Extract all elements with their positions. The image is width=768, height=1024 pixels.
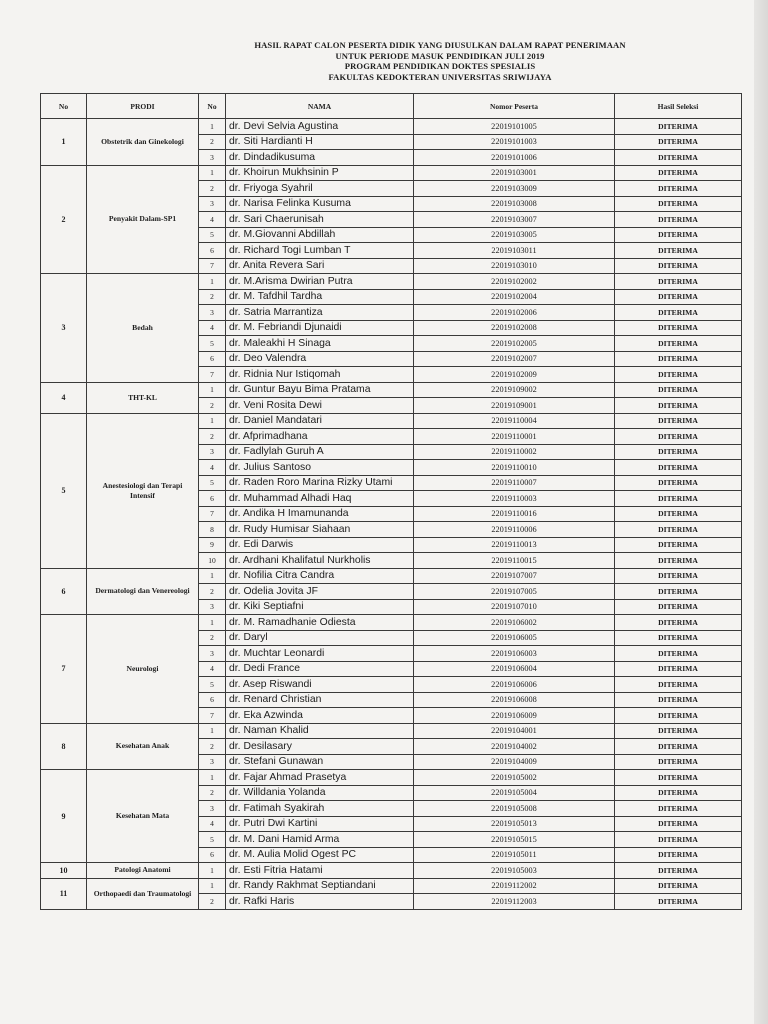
- selection-result: DITERIMA: [615, 537, 742, 553]
- row-number: 3: [199, 305, 226, 321]
- row-number: 4: [199, 661, 226, 677]
- program-name: Dermatologi dan Venereologi: [87, 568, 199, 615]
- participant-name: dr. Khoirun Mukhsinin P: [226, 165, 414, 181]
- selection-result: DITERIMA: [615, 258, 742, 274]
- participant-number: 22019104002: [414, 739, 615, 755]
- row-number: 2: [199, 894, 226, 910]
- row-number: 1: [199, 723, 226, 739]
- selection-result: DITERIMA: [615, 615, 742, 631]
- row-number: 1: [199, 568, 226, 584]
- row-number: 4: [199, 212, 226, 228]
- selection-result: DITERIMA: [615, 646, 742, 662]
- selection-result: DITERIMA: [615, 165, 742, 181]
- participant-number: 22019102009: [414, 367, 615, 383]
- column-header-hasil-seleksi: Hasil Seleksi: [615, 94, 742, 119]
- program-name: Orthopaedi dan Traumatologi: [87, 878, 199, 909]
- participant-number: 22019106009: [414, 708, 615, 724]
- document-header: [190, 40, 690, 82]
- row-number: 4: [199, 460, 226, 476]
- participant-number: 22019105011: [414, 847, 615, 863]
- row-number: 6: [199, 351, 226, 367]
- row-number: 3: [199, 801, 226, 817]
- row-number: 1: [199, 165, 226, 181]
- page-edge-shadow: [754, 0, 768, 1024]
- row-number: 4: [199, 320, 226, 336]
- table-row: [41, 382, 742, 398]
- selection-result: DITERIMA: [615, 491, 742, 507]
- table-row: [41, 165, 742, 181]
- participant-name: dr. Raden Roro Marina Rizky Utami: [226, 475, 414, 491]
- program-number: 10: [41, 863, 87, 879]
- participant-number: 22019107010: [414, 599, 615, 615]
- participant-name: dr. Devi Selvia Agustina: [226, 119, 414, 135]
- row-number: 1: [199, 413, 226, 429]
- selection-result: DITERIMA: [615, 661, 742, 677]
- participant-name: dr. Fajar Ahmad Prasetya: [226, 770, 414, 786]
- row-number: 6: [199, 692, 226, 708]
- participant-number: 22019105003: [414, 863, 615, 879]
- participant-name: dr. Friyoga Syahril: [226, 181, 414, 197]
- participant-name: dr. Fadlylah Guruh A: [226, 444, 414, 460]
- program-name: THT-KL: [87, 382, 199, 413]
- selection-result: DITERIMA: [615, 770, 742, 786]
- participant-name: dr. Edi Darwis: [226, 537, 414, 553]
- row-number: 8: [199, 522, 226, 538]
- participant-name: dr. M.Giovanni Abdillah: [226, 227, 414, 243]
- row-number: 2: [199, 739, 226, 755]
- row-number: 5: [199, 475, 226, 491]
- participant-name: dr. Guntur Bayu Bima Pratama: [226, 382, 414, 398]
- participant-number: 22019103005: [414, 227, 615, 243]
- program-number: 5: [41, 413, 87, 568]
- participant-name: dr. Willdania Yolanda: [226, 785, 414, 801]
- selection-result: DITERIMA: [615, 289, 742, 305]
- table-row: [41, 274, 742, 290]
- participant-name: dr. Randy Rakhmat Septiandani: [226, 878, 414, 894]
- participant-number: 22019103010: [414, 258, 615, 274]
- selection-result: DITERIMA: [615, 382, 742, 398]
- participant-name: dr. M.Arisma Dwirian Putra: [226, 274, 414, 290]
- participant-number: 22019105015: [414, 832, 615, 848]
- participant-number: 22019103007: [414, 212, 615, 228]
- participant-number: 22019105002: [414, 770, 615, 786]
- participant-name: dr. Satria Marrantiza: [226, 305, 414, 321]
- participant-number: 22019110004: [414, 413, 615, 429]
- participant-number: 22019110001: [414, 429, 615, 445]
- participant-name: dr. Muchtar Leonardi: [226, 646, 414, 662]
- row-number: 2: [199, 134, 226, 150]
- participant-name: dr. Afprimadhana: [226, 429, 414, 445]
- participant-number: 22019104001: [414, 723, 615, 739]
- selection-result: DITERIMA: [615, 863, 742, 879]
- selection-result: DITERIMA: [615, 134, 742, 150]
- participant-number: 22019107005: [414, 584, 615, 600]
- participant-name: dr. Narisa Felinka Kusuma: [226, 196, 414, 212]
- table-row: [41, 568, 742, 584]
- program-number: 11: [41, 878, 87, 909]
- participant-number: 22019106003: [414, 646, 615, 662]
- selection-result: DITERIMA: [615, 320, 742, 336]
- participant-name: dr. Eka Azwinda: [226, 708, 414, 724]
- participant-name: dr. Dindadikusuma: [226, 150, 414, 166]
- selection-result: DITERIMA: [615, 196, 742, 212]
- participant-number: 22019105008: [414, 801, 615, 817]
- participant-name: dr. Ridnia Nur Istiqomah: [226, 367, 414, 383]
- table-row: [41, 878, 742, 894]
- selection-results-table: [40, 93, 742, 910]
- participant-name: dr. Deo Valendra: [226, 351, 414, 367]
- row-number: 6: [199, 847, 226, 863]
- participant-name: dr. Veni Rosita Dewi: [226, 398, 414, 414]
- header-line-3: PROGRAM PENDIDIKAN DOKTES SPESIALIS: [344, 61, 536, 71]
- row-number: 1: [199, 274, 226, 290]
- selection-result: DITERIMA: [615, 119, 742, 135]
- participant-number: 22019110013: [414, 537, 615, 553]
- row-number: 1: [199, 770, 226, 786]
- participant-name: dr. Kiki Septiafni: [226, 599, 414, 615]
- selection-result: DITERIMA: [615, 677, 742, 693]
- participant-number: 22019109001: [414, 398, 615, 414]
- column-header-no: No: [41, 94, 87, 119]
- selection-result: DITERIMA: [615, 785, 742, 801]
- selection-result: DITERIMA: [615, 630, 742, 646]
- selection-result: DITERIMA: [615, 413, 742, 429]
- row-number: 3: [199, 599, 226, 615]
- table-body: [41, 119, 742, 910]
- participant-number: 22019106002: [414, 615, 615, 631]
- selection-result: DITERIMA: [615, 553, 742, 569]
- row-number: 2: [199, 398, 226, 414]
- header-line-2: UNTUK PERIODE MASUK PENDIDIKAN JULI 2019: [335, 50, 545, 61]
- selection-result: DITERIMA: [615, 568, 742, 584]
- row-number: 5: [199, 336, 226, 352]
- row-number: 1: [199, 382, 226, 398]
- row-number: 6: [199, 491, 226, 507]
- participant-name: dr. Putri Dwi Kartini: [226, 816, 414, 832]
- selection-result: DITERIMA: [615, 739, 742, 755]
- participant-number: 22019107007: [414, 568, 615, 584]
- participant-name: dr. Odelia Jovita JF: [226, 584, 414, 600]
- program-name: Anestesiologi dan Terapi Intensif: [87, 413, 199, 568]
- selection-result: DITERIMA: [615, 723, 742, 739]
- selection-result: DITERIMA: [615, 274, 742, 290]
- row-number: 1: [199, 863, 226, 879]
- selection-result: DITERIMA: [615, 227, 742, 243]
- selection-result: DITERIMA: [615, 181, 742, 197]
- participant-name: dr. Asep Riswandi: [226, 677, 414, 693]
- participant-name: dr. Dedi France: [226, 661, 414, 677]
- program-number: 8: [41, 723, 87, 770]
- selection-result: DITERIMA: [615, 351, 742, 367]
- table-row: [41, 863, 742, 879]
- participant-number: 22019103009: [414, 181, 615, 197]
- participant-name: dr. Naman Khalid: [226, 723, 414, 739]
- participant-number: 22019102008: [414, 320, 615, 336]
- participant-number: 22019109002: [414, 382, 615, 398]
- row-number: 2: [199, 181, 226, 197]
- participant-name: dr. M. Ramadhanie Odiesta: [226, 615, 414, 631]
- row-number: 3: [199, 150, 226, 166]
- row-number: 7: [199, 506, 226, 522]
- row-number: 3: [199, 196, 226, 212]
- participant-number: 22019104009: [414, 754, 615, 770]
- participant-name: dr. Daniel Mandatari: [226, 413, 414, 429]
- selection-result: DITERIMA: [615, 584, 742, 600]
- participant-number: 22019110002: [414, 444, 615, 460]
- participant-number: 22019110006: [414, 522, 615, 538]
- participant-number: 22019106004: [414, 661, 615, 677]
- participant-name: dr. Renard Christian: [226, 692, 414, 708]
- participant-name: dr. Esti Fitria Hatami: [226, 863, 414, 879]
- program-name: Bedah: [87, 274, 199, 383]
- program-number: 7: [41, 615, 87, 724]
- participant-number: 22019103001: [414, 165, 615, 181]
- column-header-nomor-peserta: Nomor Peserta: [414, 94, 615, 119]
- table-row: [41, 615, 742, 631]
- program-number: 4: [41, 382, 87, 413]
- row-number: 10: [199, 553, 226, 569]
- selection-result: DITERIMA: [615, 212, 742, 228]
- program-number: 1: [41, 119, 87, 166]
- row-number: 7: [199, 258, 226, 274]
- selection-result: DITERIMA: [615, 708, 742, 724]
- table-row: [41, 413, 742, 429]
- participant-number: 22019101005: [414, 119, 615, 135]
- participant-name: dr. Richard Togi Lumban T: [226, 243, 414, 259]
- participant-number: 22019112002: [414, 878, 615, 894]
- selection-result: DITERIMA: [615, 816, 742, 832]
- selection-result: DITERIMA: [615, 801, 742, 817]
- selection-result: DITERIMA: [615, 444, 742, 460]
- row-number: 5: [199, 677, 226, 693]
- participant-number: 22019102007: [414, 351, 615, 367]
- participant-name: dr. Andika H Imamunanda: [226, 506, 414, 522]
- row-number: 1: [199, 878, 226, 894]
- participant-number: 22019102004: [414, 289, 615, 305]
- table-row: [41, 119, 742, 135]
- program-number: 6: [41, 568, 87, 615]
- participant-number: 22019105013: [414, 816, 615, 832]
- table-header-row: [41, 94, 742, 119]
- selection-result: DITERIMA: [615, 847, 742, 863]
- program-name: Patologi Anatomi: [87, 863, 199, 879]
- participant-number: 22019106005: [414, 630, 615, 646]
- participant-number: 22019110010: [414, 460, 615, 476]
- participant-name: dr. Rafki Haris: [226, 894, 414, 910]
- selection-result: DITERIMA: [615, 305, 742, 321]
- participant-number: 22019101006: [414, 150, 615, 166]
- row-number: 3: [199, 444, 226, 460]
- selection-result: DITERIMA: [615, 398, 742, 414]
- participant-name: dr. Maleakhi H Sinaga: [226, 336, 414, 352]
- participant-number: 22019110007: [414, 475, 615, 491]
- participant-number: 22019105004: [414, 785, 615, 801]
- participant-number: 22019110015: [414, 553, 615, 569]
- row-number: 2: [199, 289, 226, 305]
- participant-name: dr. Muhammad Alhadi Haq: [226, 491, 414, 507]
- participant-name: dr. Julius Santoso: [226, 460, 414, 476]
- row-number: 2: [199, 785, 226, 801]
- participant-number: 22019106006: [414, 677, 615, 693]
- participant-number: 22019112003: [414, 894, 615, 910]
- participant-number: 22019102006: [414, 305, 615, 321]
- program-number: 9: [41, 770, 87, 863]
- row-number: 5: [199, 227, 226, 243]
- column-header-row-no: No: [199, 94, 226, 119]
- selection-result: DITERIMA: [615, 878, 742, 894]
- participant-name: dr. M. Febriandi Djunaidi: [226, 320, 414, 336]
- participant-number: 22019106008: [414, 692, 615, 708]
- row-number: 3: [199, 754, 226, 770]
- row-number: 6: [199, 243, 226, 259]
- participant-name: dr. Sari Chaerunisah: [226, 212, 414, 228]
- column-header-prodi: PRODI: [87, 94, 199, 119]
- selection-result: DITERIMA: [615, 599, 742, 615]
- selection-result: DITERIMA: [615, 336, 742, 352]
- selection-result: DITERIMA: [615, 243, 742, 259]
- row-number: 1: [199, 119, 226, 135]
- selection-result: DITERIMA: [615, 429, 742, 445]
- row-number: 2: [199, 429, 226, 445]
- program-name: Kesehatan Anak: [87, 723, 199, 770]
- program-name: Kesehatan Mata: [87, 770, 199, 863]
- participant-name: dr. Ardhani Khalifatul Nurkholis: [226, 553, 414, 569]
- participant-number: 22019110016: [414, 506, 615, 522]
- selection-result: DITERIMA: [615, 522, 742, 538]
- participant-name: dr. Anita Revera Sari: [226, 258, 414, 274]
- selection-result: DITERIMA: [615, 832, 742, 848]
- table-row: [41, 723, 742, 739]
- selection-result: DITERIMA: [615, 460, 742, 476]
- participant-name: dr. Fatimah Syakirah: [226, 801, 414, 817]
- row-number: 9: [199, 537, 226, 553]
- selection-result: DITERIMA: [615, 475, 742, 491]
- participant-number: 22019103011: [414, 243, 615, 259]
- row-number: 1: [199, 615, 226, 631]
- program-number: 2: [41, 165, 87, 274]
- row-number: 5: [199, 832, 226, 848]
- participant-name: dr. Nofilia Citra Candra: [226, 568, 414, 584]
- table-row: [41, 770, 742, 786]
- header-line-4: FAKULTAS KEDOKTERAN UNIVERSITAS SRIWIJAYA: [328, 71, 552, 82]
- participant-name: dr. Rudy Humisar Siahaan: [226, 522, 414, 538]
- row-number: 2: [199, 584, 226, 600]
- program-name: Neurologi: [87, 615, 199, 724]
- program-number: 3: [41, 274, 87, 383]
- participant-number: 22019102005: [414, 336, 615, 352]
- participant-name: dr. M. Dani Hamid Arma: [226, 832, 414, 848]
- selection-result: DITERIMA: [615, 692, 742, 708]
- program-name: Penyakit Dalam-SP1: [87, 165, 199, 274]
- participant-name: dr. Siti Hardianti H: [226, 134, 414, 150]
- selection-result: DITERIMA: [615, 754, 742, 770]
- row-number: 7: [199, 367, 226, 383]
- participant-name: dr. Daryl: [226, 630, 414, 646]
- row-number: 4: [199, 816, 226, 832]
- row-number: 2: [199, 630, 226, 646]
- selection-result: DITERIMA: [615, 150, 742, 166]
- row-number: 7: [199, 708, 226, 724]
- participant-number: 22019110003: [414, 491, 615, 507]
- participant-name: dr. Stefani Gunawan: [226, 754, 414, 770]
- column-header-nama: NAMA: [226, 94, 414, 119]
- selection-result: DITERIMA: [615, 506, 742, 522]
- participant-number: 22019101003: [414, 134, 615, 150]
- participant-number: 22019103008: [414, 196, 615, 212]
- participant-name: dr. Desilasary: [226, 739, 414, 755]
- selection-result: DITERIMA: [615, 894, 742, 910]
- participant-name: dr. M. Tafdhil Tardha: [226, 289, 414, 305]
- program-name: Obstetrik dan Ginekologi: [87, 119, 199, 166]
- row-number: 3: [199, 646, 226, 662]
- participant-number: 22019102002: [414, 274, 615, 290]
- header-line-1: HASIL RAPAT CALON PESERTA DIDIK YANG DIUSULKAN DALAM RAPAT PENERIMAAN: [254, 40, 626, 50]
- participant-name: dr. M. Aulia Molid Ogest PC: [226, 847, 414, 863]
- selection-result: DITERIMA: [615, 367, 742, 383]
